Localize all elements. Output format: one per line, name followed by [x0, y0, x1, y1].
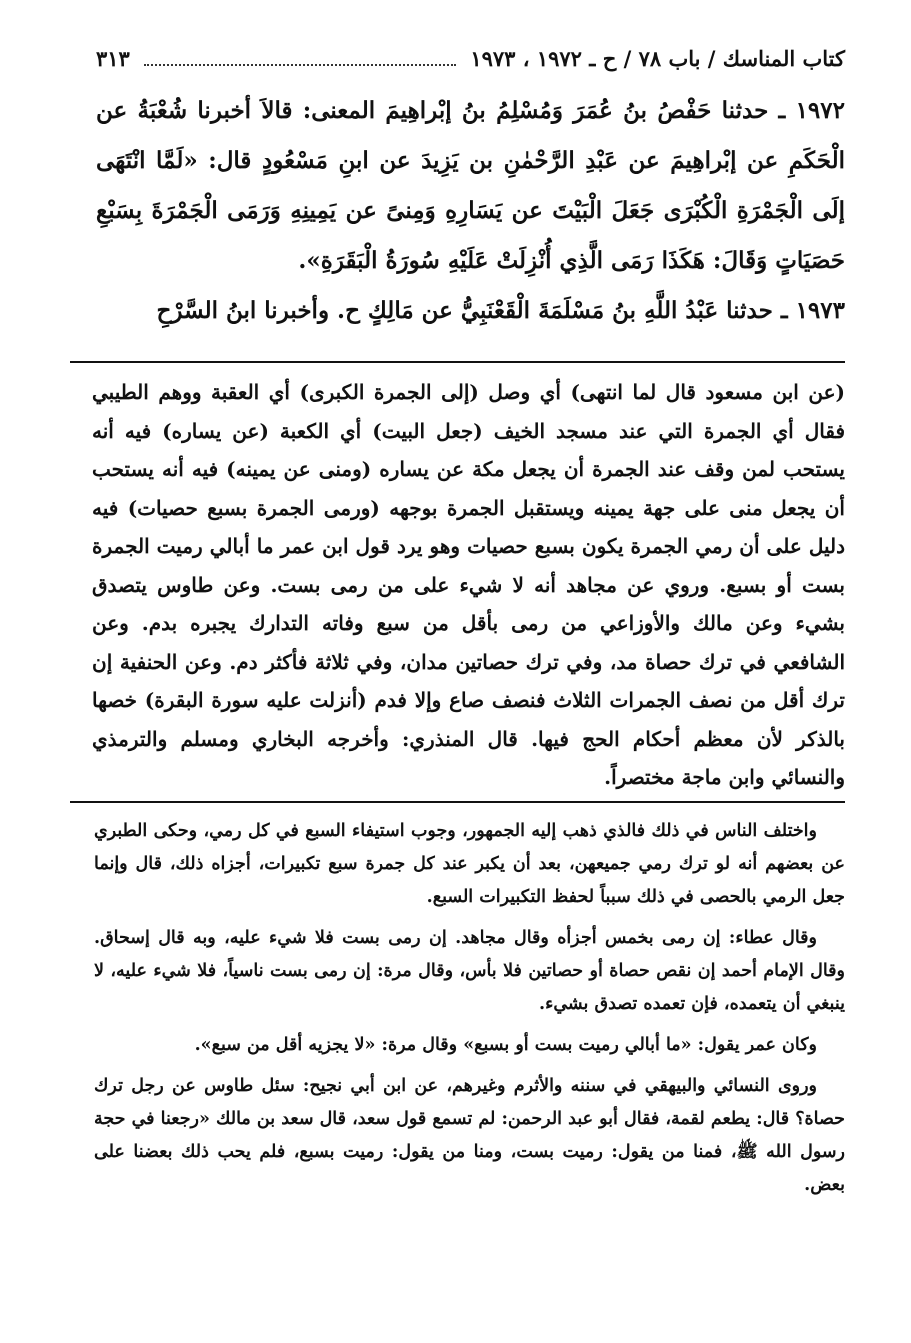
hadith-text [96, 86, 845, 336]
hadith-1972: ١٩٧٢ ـ حدثنا حَفْصُ بنُ عُمَرَ وَمُسْلِمُ بنُ إبْراهِيمَ المعنى: قالاَ أخبرنا شُعْبَةُ عن الْحَكَمِ عن إبْراهِيمَ عن عَبْدِ الرَّحْمٰنِ بن يَزِيدَ عن ابنِ مَسْعُودٍ قال: «لَمَّا انْتَهَى إلَى الْجَمْرَةِ الْكُبْرَى جَعَلَ الْبَيْتَ عن يَسَارِهِ وَمِنىً عن يَمِينِهِ وَرَمَى الْجَمْرَةَ بِسَبْعِ حَصَيَاتٍ وَقَالَ: هَكَذَا رَمَى الَّذِي أُنْزِلَتْ عَلَيْهِ سُورَةُ الْبَقَرَةِ». [96, 97, 845, 274]
page-number: ٣١٣ [96, 45, 130, 71]
commentary-block [92, 373, 845, 797]
footnotes-block [94, 815, 845, 1210]
footnote-paragraph: وقال عطاء: إن رمى بخمس أجزأه وقال مجاهد. إن رمى بست فلا شيء عليه، وبه قال إسحاق. وقال الإمام أحمد إن نقص حصاة أو حصاتين فلا بأس، وقال مرة: إن رمى بست ناسياً، فلا شيء عليه، لا ينبغي أن يتعمده، فإن تعمده تصدق بشيء. [94, 928, 845, 1014]
page-header [96, 38, 845, 78]
divider-bottom [70, 801, 845, 803]
commentary-text: (عن ابن مسعود قال لما انتهى) أي وصل (إلى الجمرة الكبرى) أي العقبة ووهم الطيبي فقال أي الجمرة التي عند مسجد الخيف (جعل البيت) أي الكعبة (عن يساره) فيه أنه يستحب لمن وقف عند الجمرة أن يجعل مكة عن يساره (ومنى عن يمينه) فيه أنه يستحب أن يجعل منى على جهة يمينه ويستقبل الجمرة بوجهه (ورمى الجمرة بسبع حصيات) فيه دليل على أن رمي الجمرة يكون بسبع حصيات وهو يرد قول ابن عمر ما أبالي رميت الجمرة بست أو بسبع. وروي عن مجاهد أنه لا شيء على من رمى بست. وعن طاوس يتصدق بشيء وعن مالك والأوزاعي من رمى بأقل من سبع وفاته التدارك يجبره بدم. وعن الشافعي في ترك حصاة مد، وفي ترك حصاتين مدان، وفي ثلاثة فأكثر دم. وعن الحنفية إن ترك أقل من نصف الجمرات الثلاث فنصف صاع وإلا فدم (أنزلت عليه سورة البقرة) خصها بالذكر لأن معظم أحكام الحج فيها. قال المنذري: وأخرجه البخاري ومسلم والترمذي والنسائي وابن ماجة مختصراً. [92, 380, 845, 789]
hadith-1973: ١٩٧٣ ـ حدثنا عَبْدُ اللَّهِ بنُ مَسْلَمَةَ الْقَعْنَبِيُّ عن مَالِكٍ ح. وأخبرنا ابنُ السَّرْحِ [156, 297, 845, 324]
footnote-paragraph: وكان عمر يقول: «ما أبالي رميت بست أو بسبع» وقال مرة: «لا يجزيه أقل من سبع». [194, 1035, 817, 1055]
leader-dots [144, 50, 456, 66]
running-title: كتاب المناسك / باب ٧٨ / ح ـ ١٩٧٢ ، ١٩٧٣ [470, 45, 845, 71]
divider-top [70, 361, 845, 363]
footnote-paragraph: واختلف الناس في ذلك فالذي ذهب إليه الجمهور، وجوب استيفاء السبع في كل رمي، وحكى الطبري عن بعضهم أنه لو ترك رمي جميعهن، بعد أن يكبر عند كل جمرة سبع تكبيرات، أجزاه ذلك، قال وإنما جعل الرمي بالحصى في ذلك سبباً لحفظ التكبيرات السبع. [94, 821, 845, 907]
footnote-paragraph: وروى النسائي والبيهقي في سننه والأثرم وغيرهم، عن ابن أبي نجيح: سئل طاوس عن رجل ترك حصاة؟ قال: يطعم لقمة، فقال أبو عبد الرحمن: لم تسمع قول سعد، قال سعد بن مالك «رجعنا في حجة رسول الله ﷺ، فمنا من يقول: رميت بست، ومنا من يقول: رميت بسبع، فلم يحب ذلك بعضنا على بعض. [94, 1076, 845, 1195]
